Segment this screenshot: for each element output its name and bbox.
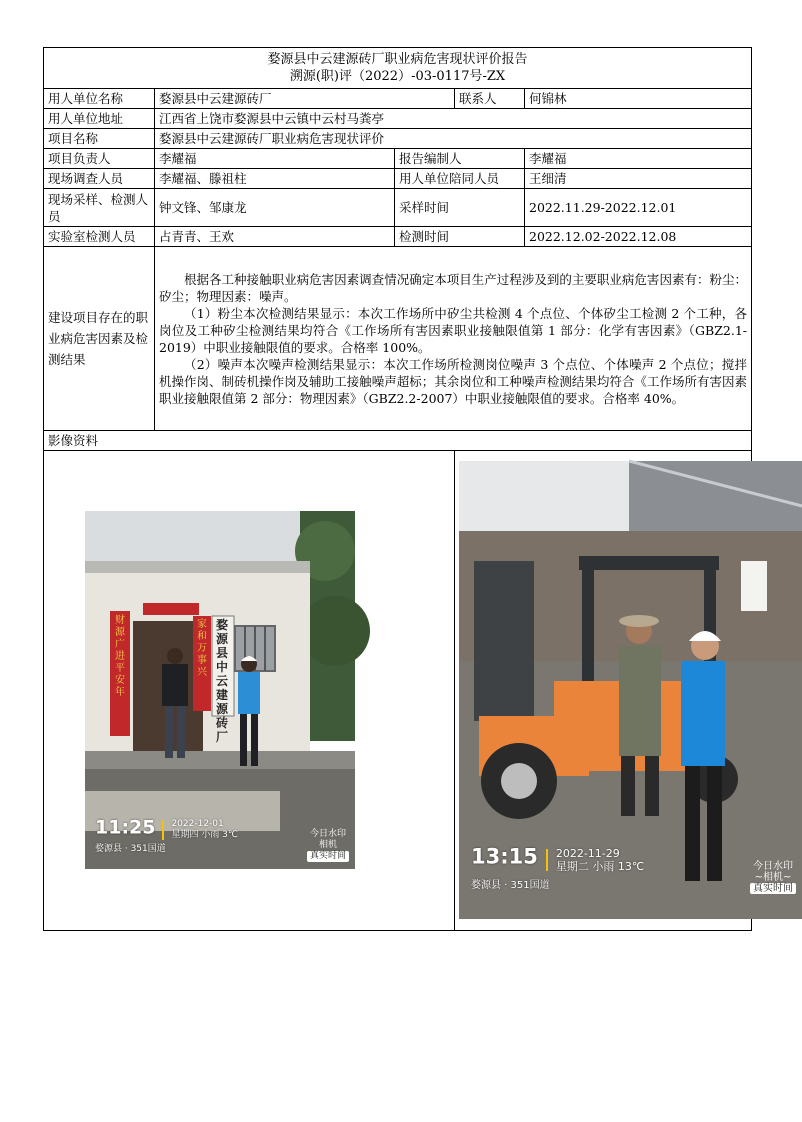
test-time-value: 2022.12.02-2022.12.08 <box>525 227 752 247</box>
photo2-location: 婺源县 · 351国道 <box>471 880 550 891</box>
photo2-timestamp <box>471 844 645 894</box>
photo2-watermark-camera: ~相机~ <box>754 872 792 883</box>
compiler-label: 报告编制人 <box>395 149 525 169</box>
photo1-date: 2022-12-01 <box>171 819 224 829</box>
test-time-label: 检测时间 <box>395 227 525 247</box>
images-label: 影像资料 <box>44 431 752 451</box>
escort-value: 王细清 <box>525 169 752 189</box>
photo1-divider <box>162 820 164 840</box>
couplet-right: 家和万事兴 <box>197 619 207 678</box>
photo1-time: 11:25 <box>95 816 156 839</box>
photo-cell-left <box>44 451 455 931</box>
sampling-label: 现场采样、检测人员 <box>44 189 155 227</box>
photo1-watermark-camera: 相机 <box>318 840 337 850</box>
photo-cell-right <box>455 451 793 931</box>
door-sign: 婺源县中云建源砖厂 <box>215 618 228 744</box>
photo2-watermark-brand: 今日水印 <box>753 861 793 872</box>
compiler-value: 李耀福 <box>525 149 752 169</box>
sampling-time-value: 2022.11.29-2022.12.01 <box>525 189 752 227</box>
photo-brickyard-office <box>85 511 355 869</box>
report-table <box>43 47 793 931</box>
findings-paragraph-3: （2）噪声本次噪声检测结果显示：本次工作场所检测岗位噪声 3 个点位、个体噪声 2 个点位；搅拌机操作岗、制砖机操作岗及辅助工接触噪声超标；其余岗位和工种噪声检测结果均符合《工作场所有害因素职业接触限值第 2 部分：物理因素》（GBZ2.2-2007）中职业接触限值的要求。合格率 40%。 <box>159 356 748 406</box>
project-value: 婺源县中云建源砖厂职业病危害现状评价 <box>155 129 752 149</box>
photo1-location: 婺源县 · 351国道 <box>95 844 166 854</box>
escort-label: 用人单位陪同人员 <box>395 169 525 189</box>
photo2-date: 2022-11-29 <box>555 847 620 860</box>
photo2-divider <box>546 849 548 871</box>
address-value: 江西省上饶市婺源县中云镇中云村马粪亭 <box>155 109 752 129</box>
photo-forklift-inspection <box>459 461 802 919</box>
leader-value: 李耀福 <box>155 149 395 169</box>
lab-label: 实验室检测人员 <box>44 227 155 247</box>
lab-value: 占青青、王欢 <box>155 227 395 247</box>
report-title: 婺源县中云建源砖厂职业病危害现状评价报告 <box>267 52 528 67</box>
leader-label: 项目负责人 <box>44 149 155 169</box>
findings-label: 建设项目存在的职业病危害因素及检测结果 <box>44 247 155 431</box>
findings-paragraph-2: （1）粉尘本次检测结果显示：本次工作场所中矽尘共检测 4 个点位、个体矽尘工检测 2 个工种，各岗位及工种矽尘检测结果均符合《工作场所有害因素职业接触限值第 1 部分：化学有害因素》（GBZ2.1-2019）中职业接触限值的要求。合格率 100%。 <box>159 305 748 355</box>
sampling-value: 钟文锋、邹康龙 <box>155 189 395 227</box>
contact-label: 联系人 <box>455 89 525 109</box>
photo1-weather: 星期四 小雨 3℃ <box>171 830 239 840</box>
photo1-watermark-badge: 真实时间 <box>307 851 349 862</box>
findings-text <box>155 247 752 431</box>
photo2-weather: 星期二 小雨 13℃ <box>555 860 645 873</box>
contact-value: 何锦林 <box>525 89 752 109</box>
survey-value: 李耀福、滕祖柱 <box>155 169 395 189</box>
photo1-timestamp <box>95 816 239 858</box>
survey-label: 现场调查人员 <box>44 169 155 189</box>
photo1-watermark-brand: 今日水印 <box>309 829 346 839</box>
photo1-watermark <box>307 829 349 862</box>
sampling-time-label: 采样时间 <box>395 189 525 227</box>
project-label: 项目名称 <box>44 129 155 149</box>
address-label: 用人单位地址 <box>44 109 155 129</box>
photo2-time: 13:15 <box>471 844 538 869</box>
couplet-left: 财源广进平安年 <box>115 615 125 698</box>
employer-label: 用人单位名称 <box>44 89 155 109</box>
photo2-watermark <box>750 861 796 894</box>
photo2-watermark-badge: 真实时间 <box>750 883 796 894</box>
employer-value: 婺源县中云建源砖厂 <box>155 89 455 109</box>
findings-paragraph-1: 根据各工种接触职业病危害因素调查情况确定本项目生产过程涉及到的主要职业病危害因素有：粉尘：矽尘；物理因素：噪声。 <box>159 271 748 304</box>
report-number: 溯源(职)评（2022）-03-0117号-ZX <box>289 69 506 84</box>
report-header <box>44 48 752 89</box>
